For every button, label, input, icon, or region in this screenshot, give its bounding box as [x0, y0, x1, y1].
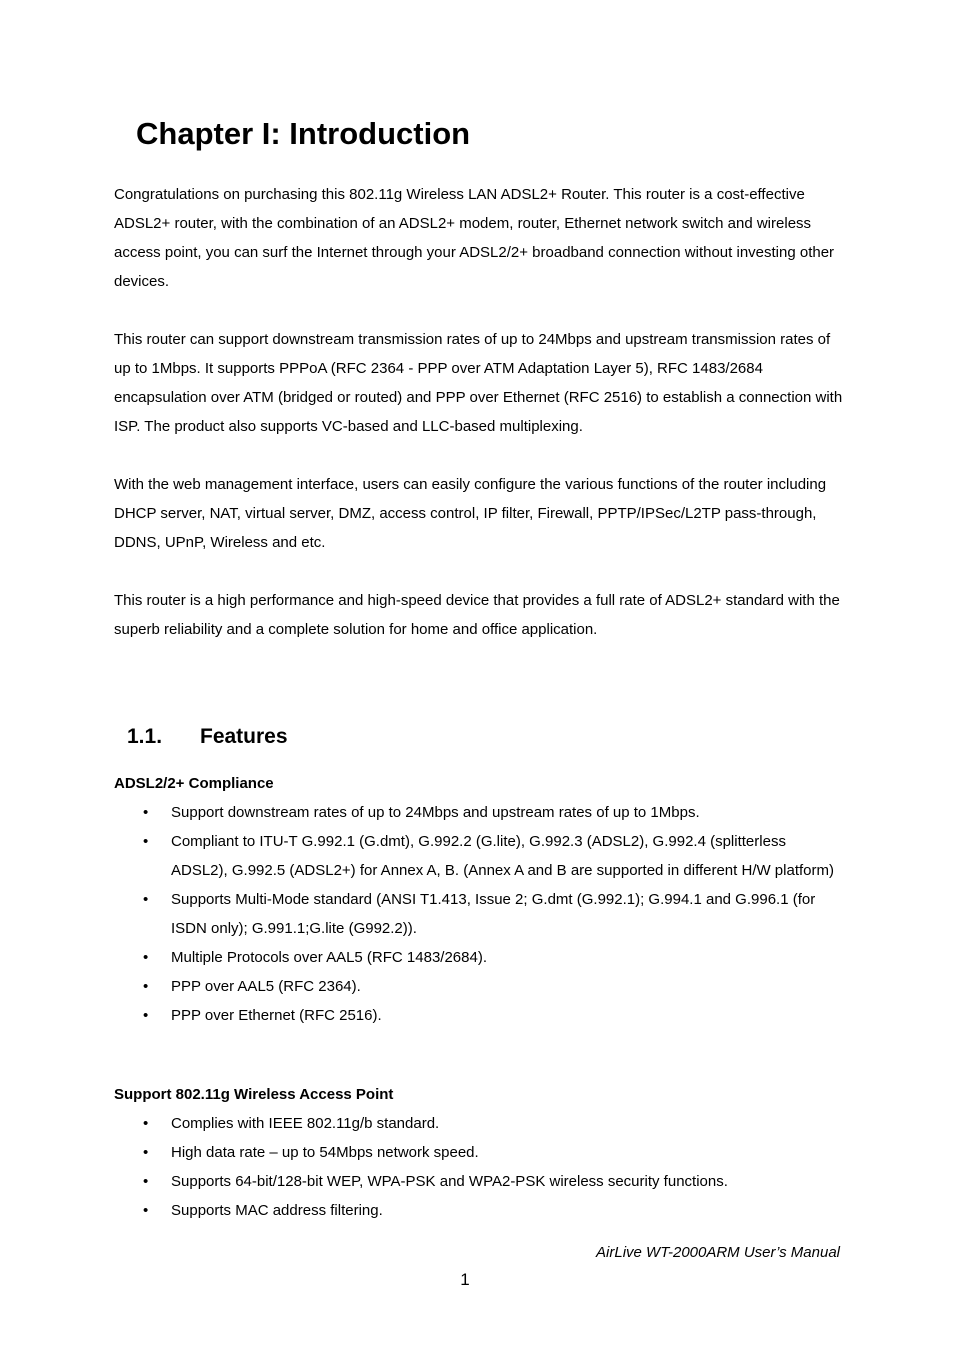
feature-group-title: ADSL2/2+ Compliance	[114, 775, 274, 792]
bullet-icon: •	[143, 1173, 149, 1190]
feature-text: Supports MAC address filtering.	[171, 1202, 383, 1219]
intro-paragraph: With the web management interface, users can easily configure the various functions of the router including DHCP server, NAT, virtual server, DMZ, access control, IP filter, Firewall, PPTP/IPSec/L2TP pass-through, DDNS, UPnP, Wireless and etc.	[114, 476, 827, 551]
bullet-icon: •	[143, 891, 149, 908]
chapter-title: Chapter I: Introduction	[136, 116, 471, 151]
feature-text: Supports 64-bit/128-bit WEP, WPA-PSK and WPA2-PSK wireless security functions.	[171, 1173, 728, 1190]
feature-item	[114, 1138, 844, 1167]
feature-text: Compliant to ITU-T G.992.1 (G.dmt), G.992.2 (G.lite), G.992.3 (ADSL2), G.992.4 (splitterless ADSL2), G.992.5 (ADSL2+) for Annex A, B. (Annex A and B are supported in different H/W platform)	[171, 833, 834, 879]
bullet-icon: •	[143, 1202, 149, 1219]
intro-paragraph: This router can support downstream transmission rates of up to 24Mbps and upstream transmission rates of up to 1Mbps. It supports PPPoA (RFC 2364 - PPP over ATM Adaptation Layer 5), RFC 1483/2684 encapsulation over ATM (bridged or routed) and PPP over Ethernet (RFC 2516) to establish a connection with ISP. The product also supports VC-based and LLC-based multiplexing.	[114, 331, 843, 435]
feature-text: PPP over Ethernet (RFC 2516).	[171, 1007, 382, 1024]
bullet-icon: •	[143, 804, 149, 821]
feature-item	[114, 1167, 844, 1196]
feature-item	[114, 1109, 844, 1138]
feature-list	[114, 1109, 844, 1225]
bullet-icon: •	[143, 978, 149, 995]
feature-item	[114, 943, 844, 972]
section-title: Features	[200, 725, 288, 748]
feature-group-adsl	[114, 769, 844, 1030]
footer-manual-title: AirLive WT-2000ARM User’s Manual	[596, 1244, 840, 1261]
feature-text: Support downstream rates of up to 24Mbps and upstream rates of up to 1Mbps.	[171, 804, 700, 821]
section-heading	[127, 722, 288, 752]
feature-text: High data rate – up to 54Mbps network speed.	[171, 1144, 479, 1161]
feature-group-wireless	[114, 1080, 844, 1225]
intro-section	[114, 180, 844, 673]
feature-item	[114, 885, 844, 943]
feature-group-title: Support 802.11g Wireless Access Point	[114, 1086, 394, 1103]
bullet-icon: •	[143, 1115, 149, 1132]
feature-text: PPP over AAL5 (RFC 2364).	[171, 978, 361, 995]
feature-text: Supports Multi-Mode standard (ANSI T1.413, Issue 2; G.dmt (G.992.1); G.994.1 and G.996.1 (for ISDN only); G.991.1;G.lite (G992.2)).	[171, 891, 816, 937]
page-number: 1	[460, 1270, 470, 1289]
feature-text: Complies with IEEE 802.11g/b standard.	[171, 1115, 440, 1132]
bullet-icon: •	[143, 1144, 149, 1161]
feature-item	[114, 972, 844, 1001]
feature-text: Multiple Protocols over AAL5 (RFC 1483/2684).	[171, 949, 487, 966]
feature-item	[114, 827, 844, 885]
bullet-icon: •	[143, 949, 149, 966]
feature-item	[114, 1001, 844, 1030]
bullet-icon: •	[143, 1007, 149, 1024]
bullet-icon: •	[143, 833, 149, 850]
feature-list	[114, 798, 844, 1030]
intro-paragraph: This router is a high performance and high-speed device that provides a full rate of ADSL2+ standard with the superb reliability and a complete solution for home and office application.	[114, 592, 840, 638]
intro-paragraph: Congratulations on purchasing this 802.11g Wireless LAN ADSL2+ Router. This router is a cost-effective ADSL2+ router, with the combination of an ADSL2+ modem, router, Ethernet network switch and wireless access point, you can surf the Internet through your ADSL2/2+ broadband connection without investing other devices.	[114, 186, 835, 290]
feature-item	[114, 798, 844, 827]
feature-item	[114, 1196, 844, 1225]
section-number: 1.1.	[127, 725, 163, 748]
